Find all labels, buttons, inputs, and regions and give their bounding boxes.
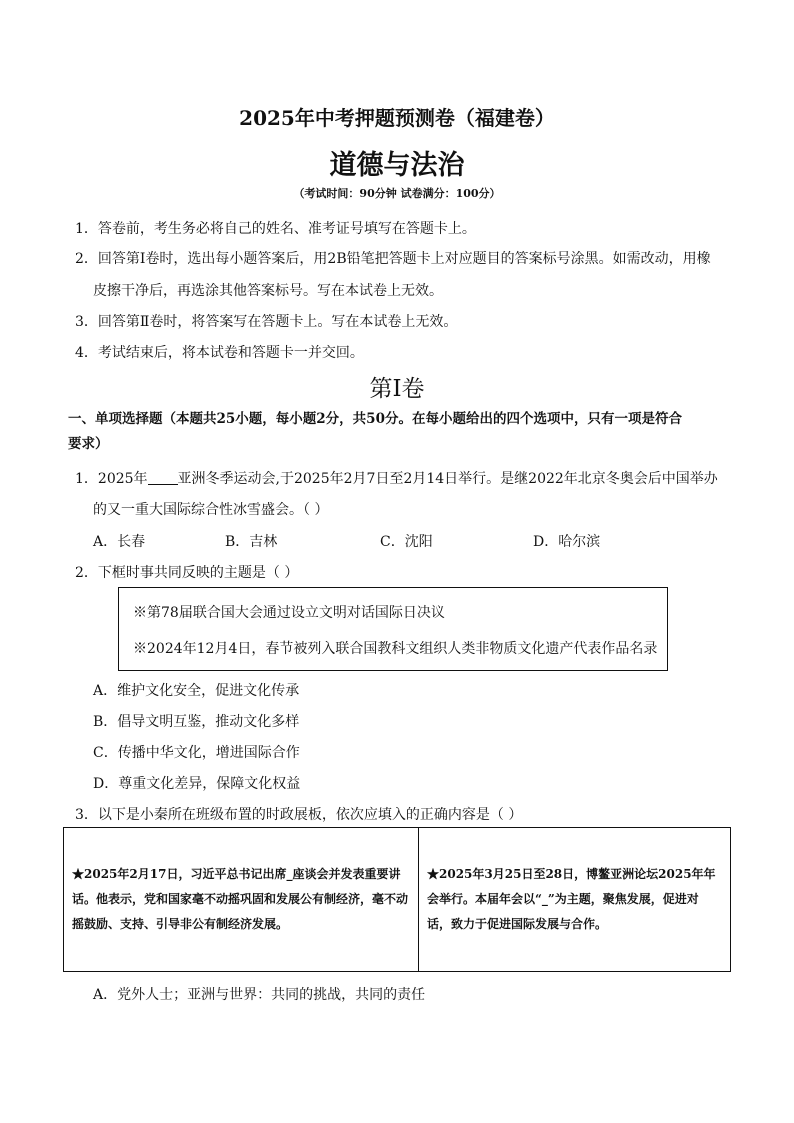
note-2: 2．回答第Ⅰ卷时，选出每小题答案后，用2B铅笔把答题卡上对应题目的答案标号涂黑。如需改动，用橡 [75,251,711,267]
question-2-option-d: D．尊重文化差异，保障文化权益 [93,776,301,792]
question-1-stem [75,468,718,488]
board-panel-left-text: ★2025年2月17日，习近平总书记出席_座谈会并发表重要讲话。他表示，党和国家毫不动摇巩固和发展公有制经济，毫不动摇鼓励、支持、引导非公有制经济发展。 [72,867,409,931]
board-panel-right [419,828,730,971]
section-instruction: 一、单项选择题（本题共25小题，每小题2分，共50分。在每小题给出的四个选项中，只有一项是符合 [68,411,682,427]
question-3-stem: 3．以下是小秦所在班级布置的时政展板，依次应填入的正确内容是（ ） [75,807,523,823]
question-1-option-d: D．哈尔滨 [533,534,601,550]
question-3-option-a: A．党外人士；亚洲与世界：共同的挑战，共同的责任 [93,987,426,1003]
question-1-text-b: 亚洲冬季运动会,于2025年2月7日至2月14日举行。是继2022年北京冬奥会后中国举办 [177,471,718,487]
note-1: 1．答卷前，考生务必将自己的姓名、准考证号填写在答题卡上。 [75,221,476,237]
question-2-news-2: ※2024年12月4日，春节被列入联合国教科文组织人类非物质文化遗产代表作品名录 [133,641,658,657]
section-title: 第Ⅰ卷 [369,376,425,402]
subject-title: 道德与法治 [329,150,465,181]
question-1-text-a: 1．2025年 [75,471,148,487]
section-instruction-continued: 要求） [68,436,109,452]
question-1-option-a: A．长春 [93,534,146,550]
note-3: 3．回答第Ⅱ卷时，将答案写在答题卡上。写在本试卷上无效。 [75,314,458,330]
exam-info: （考试时间：90分钟 试卷满分：100分） [293,187,501,200]
question-2-news-1: ※第78届联合国大会通过设立文明对话国际日决议 [133,605,445,621]
question-1-stem-continued: 的又一重大国际综合性冰雪盛会。（ ） [93,502,329,518]
question-2-stem: 2．下框时事共同反映的主题是（ ） [75,565,299,581]
board-panel-left [64,828,419,971]
question-1-option-c: C．沈阳 [380,534,433,550]
question-2-option-a: A．维护文化安全，促进文化传承 [93,683,300,699]
note-4: 4．考试结束后，将本试卷和答题卡一并交回。 [75,345,364,361]
question-2-option-c: C．传播中华文化，增进国际合作 [93,745,300,761]
board-panel-right-text: ★2025年3月25日至28日，博鳌亚洲论坛2025年年会举行。本届年会以“_”为主题，聚焦发展，促进对话，致力于促进国际发展与合作。 [427,867,716,931]
question-3-display-board [63,827,731,972]
note-2-continued: 皮擦干净后，再选涂其他答案标号。写在本试卷上无效。 [93,283,443,299]
question-2-option-b: B．倡导文明互鉴，推动文化多样 [93,714,300,730]
answer-blank [148,470,178,485]
question-1-option-b: B．吉林 [225,534,278,550]
question-2-news-box [118,587,668,671]
exam-title: 2025年中考押题预测卷（福建卷） [239,106,555,130]
